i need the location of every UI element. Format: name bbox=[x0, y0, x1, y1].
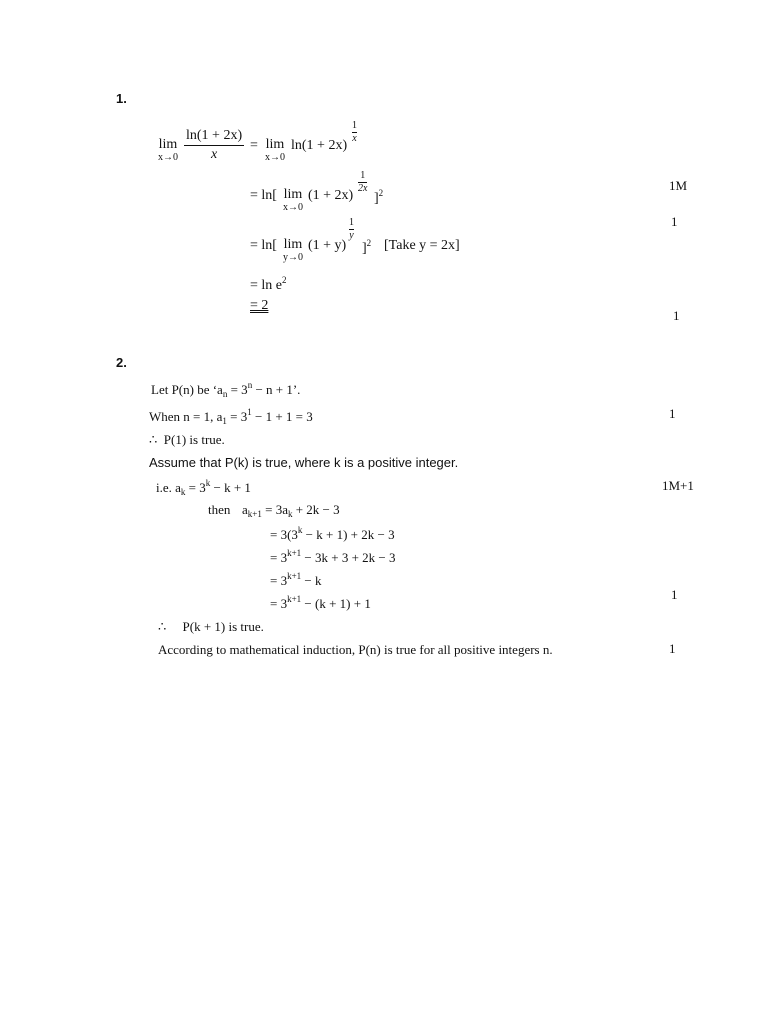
therefore-symbol: ∴ bbox=[149, 432, 158, 447]
q2-ie-line bbox=[156, 478, 251, 497]
subscript: k bbox=[287, 509, 293, 519]
exponent-denominator: 2x bbox=[358, 183, 368, 194]
q1-line3-suffix bbox=[362, 238, 371, 257]
line-text: = ln e bbox=[250, 278, 282, 293]
ie-end: − k + 1 bbox=[210, 480, 251, 495]
exponent-numerator: 1 bbox=[360, 170, 366, 181]
step-end: − k bbox=[301, 573, 322, 588]
pk1-true-text: P(k + 1) is true. bbox=[182, 619, 264, 634]
exponent-denominator: x bbox=[352, 133, 357, 144]
let-text: Let P(n) be ‘a bbox=[151, 382, 223, 397]
q1-line2-expr: (1 + 2x) bbox=[308, 188, 354, 203]
q1-line3-prefix: = ln[ bbox=[250, 238, 277, 253]
q2-step2 bbox=[270, 525, 395, 543]
subscript: k bbox=[180, 487, 186, 497]
superscript: k+1 bbox=[287, 571, 302, 581]
power: 2 bbox=[366, 238, 372, 248]
lim-label: lim bbox=[265, 137, 285, 152]
ie-rest: = 3 bbox=[185, 480, 206, 495]
when-text: When n = 1, a bbox=[149, 409, 223, 424]
lim-subscript: x→0 bbox=[265, 152, 285, 163]
q1-line2-prefix: = ln[ bbox=[250, 188, 277, 203]
lim-label: lim bbox=[283, 237, 303, 252]
let-rest: = 3 bbox=[227, 382, 248, 397]
subscript: k+1 bbox=[247, 509, 262, 519]
superscript: n bbox=[247, 380, 253, 390]
q1-mark-2: 1 bbox=[671, 214, 678, 229]
let-end: − n + 1’. bbox=[252, 382, 301, 397]
step-text: a bbox=[242, 502, 248, 517]
bracket-close: ] bbox=[374, 191, 379, 206]
step-end: + 2k − 3 bbox=[292, 502, 340, 517]
q1-mark-3: 1 bbox=[673, 308, 680, 323]
q1-line2-lim bbox=[283, 188, 303, 213]
step-text: = 3 bbox=[270, 596, 288, 611]
q1-line3-exponent bbox=[349, 218, 354, 241]
q2-mark-3: 1 bbox=[671, 587, 678, 602]
step-end: − (k + 1) + 1 bbox=[301, 596, 371, 611]
q2-let-line bbox=[151, 380, 300, 399]
power: 2 bbox=[282, 275, 287, 285]
q1-line1-lim2 bbox=[265, 138, 285, 163]
superscript: 1 bbox=[247, 407, 252, 417]
q2-step4 bbox=[270, 571, 322, 589]
lim-label: lim bbox=[158, 137, 178, 152]
q2-step5 bbox=[270, 594, 371, 612]
q1-line3-note: [Take y = 2x] bbox=[384, 238, 460, 253]
step-end: − 3k + 3 + 2k − 3 bbox=[301, 550, 396, 565]
lim-subscript: x→0 bbox=[158, 152, 178, 163]
q2-assume-line: Assume that P(k) is true, where k is a positive integer. bbox=[149, 455, 459, 470]
therefore-symbol: ∴ bbox=[158, 619, 167, 634]
q2-step3 bbox=[270, 548, 396, 566]
question-2-number: 2. bbox=[116, 355, 127, 370]
step-text: = 3 bbox=[270, 550, 288, 565]
superscript: k+1 bbox=[287, 594, 302, 604]
superscript: k bbox=[205, 478, 211, 488]
q2-conclusion: According to mathematical induction, P(n) is true for all positive integers n. bbox=[158, 642, 553, 657]
q1-line1-equals: = bbox=[250, 138, 258, 153]
step-rest: = 3a bbox=[261, 502, 288, 517]
q1-line1-fraction bbox=[184, 128, 244, 163]
when-rest: = 3 bbox=[226, 409, 248, 424]
q1-line2-suffix bbox=[374, 188, 383, 207]
step-end: − k + 1) + 2k − 3 bbox=[302, 527, 395, 542]
exponent-denominator: y bbox=[349, 230, 354, 241]
power: 2 bbox=[378, 188, 384, 198]
q2-mark-4: 1 bbox=[669, 641, 676, 656]
exponent-numerator: 1 bbox=[349, 217, 354, 228]
q1-line3-expr: (1 + y) bbox=[308, 238, 347, 253]
lim-subscript: y→0 bbox=[283, 252, 303, 263]
q1-line5 bbox=[250, 298, 268, 314]
when-end: − 1 + 1 = 3 bbox=[251, 409, 313, 424]
question-1-number: 1. bbox=[116, 91, 127, 106]
q2-then-label: then bbox=[208, 502, 231, 517]
q1-mark-1: 1M bbox=[669, 178, 688, 193]
q1-line2-exponent bbox=[358, 171, 367, 194]
q1-line1-expr: ln(1 + 2x) bbox=[291, 138, 348, 153]
bracket-close: ] bbox=[362, 241, 367, 256]
q2-p1-line bbox=[149, 432, 225, 448]
step-text: = 3(3 bbox=[270, 527, 298, 542]
exponent-numerator: 1 bbox=[352, 120, 357, 131]
fraction-denominator: x bbox=[210, 147, 218, 162]
lim-subscript: x→0 bbox=[283, 202, 303, 213]
superscript: k bbox=[297, 525, 303, 535]
lim-label: lim bbox=[283, 187, 303, 202]
answer-text: = 2 bbox=[250, 298, 269, 313]
superscript: k+1 bbox=[287, 548, 302, 558]
step-text: = 3 bbox=[270, 573, 288, 588]
q2-pk1-line bbox=[158, 619, 264, 635]
q2-when-line bbox=[149, 407, 313, 426]
q1-line3-lim bbox=[283, 238, 303, 263]
q2-mark-2: 1M+1 bbox=[662, 478, 694, 493]
subscript: 1 bbox=[222, 416, 227, 426]
subscript: n bbox=[222, 389, 228, 399]
p1-true-text: P(1) is true. bbox=[163, 432, 225, 447]
q1-line4 bbox=[250, 275, 287, 294]
q2-step1 bbox=[242, 502, 340, 519]
fraction-numerator: ln(1 + 2x) bbox=[186, 128, 243, 143]
ie-text: i.e. a bbox=[156, 480, 181, 495]
q1-line1-exponent bbox=[352, 121, 357, 144]
q2-mark-1: 1 bbox=[669, 406, 676, 421]
q1-line1-lim bbox=[158, 138, 178, 163]
